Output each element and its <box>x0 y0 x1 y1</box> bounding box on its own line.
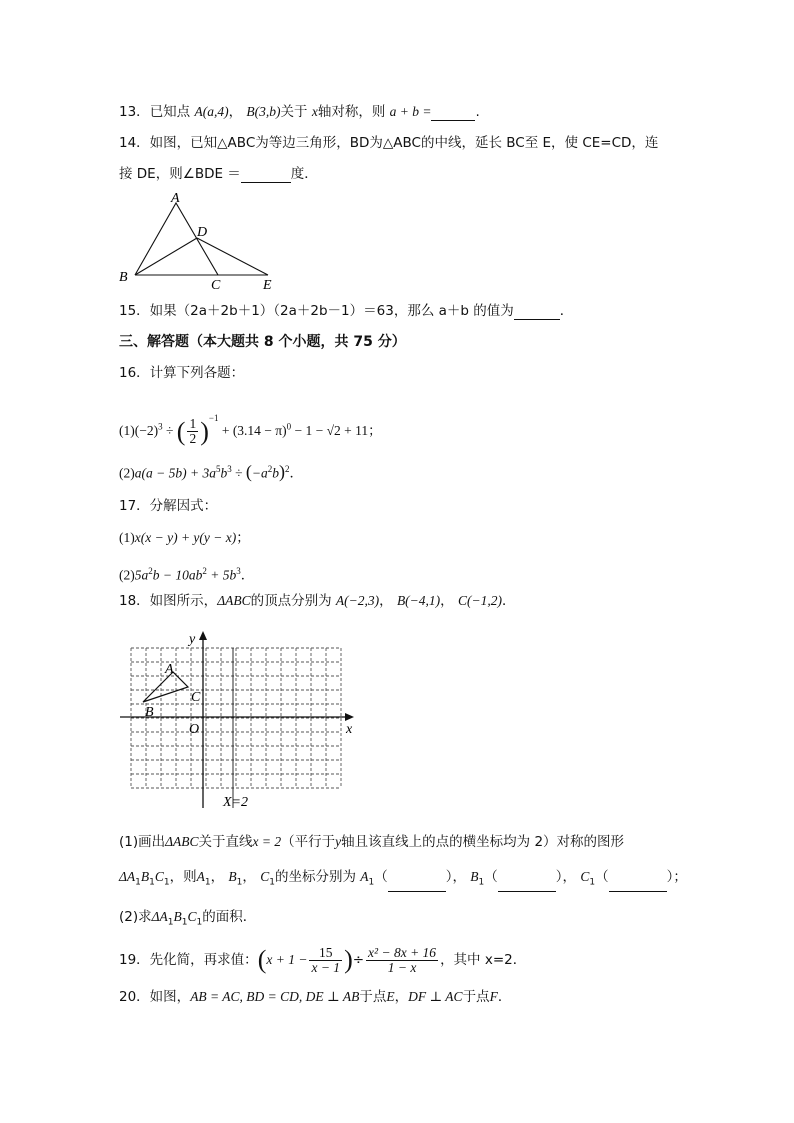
q16-p1-fraction <box>187 417 198 446</box>
q16-p2-inner: −a <box>251 465 268 481</box>
q18-tri: ΔABC <box>217 593 251 608</box>
q17-p2-e3: 3 <box>236 566 241 576</box>
q14-line2 <box>119 165 318 183</box>
q16-p1-label: (1) <box>119 423 135 438</box>
q16-title: 16．计算下列各题： <box>119 365 245 381</box>
label-e: E <box>263 278 272 292</box>
section-3-heading: 三、解答题（本大题共 8 个小题，共 75 分） <box>119 334 406 350</box>
q14-text: 接 DE，则∠BDE ＝ <box>119 166 241 182</box>
q20-cond2: DF ⊥ AC <box>408 989 463 1004</box>
q17-p1-label: (1) <box>119 530 135 545</box>
q19-d1: x − 1 <box>311 959 341 975</box>
q13-text3: 轴对称，则 <box>317 104 386 120</box>
q13-text: 已知点 <box>149 104 191 120</box>
q16-p1-d: + 11 <box>340 423 369 438</box>
q15-end: ． <box>559 303 574 319</box>
q18-p2-tri-b: B <box>173 909 182 924</box>
q20-end: ． <box>497 989 512 1005</box>
q18-point-a: A(−2,3) <box>335 593 380 608</box>
q18-c1-answer-blank[interactable] <box>609 877 667 892</box>
q14-unit: 度． <box>290 166 318 182</box>
q20-text2: 于点 <box>359 989 387 1005</box>
point-a-label: A <box>165 662 174 677</box>
q13-line <box>119 103 480 121</box>
q18-ans-end: ； <box>673 869 687 885</box>
q16-p1-end: ； <box>368 423 382 438</box>
q13-expr: a + b = <box>389 104 432 119</box>
q18-ans-c1-sub: 1 <box>589 877 596 888</box>
q13-point-b: B(3,b) <box>246 104 281 119</box>
q13-number: 13． <box>119 104 150 120</box>
q16-p1-paren-open: ( <box>176 416 186 446</box>
q18-p2-tri-c: C <box>187 909 197 924</box>
q18-b1-sub: 1 <box>236 877 243 888</box>
q18-ans-b1: B <box>470 869 479 884</box>
q16-p2-e4: 2 <box>285 464 290 474</box>
q14-answer-blank[interactable] <box>241 168 291 183</box>
q18-p1-sep1: ， <box>210 869 225 885</box>
q18-ans-c1-open: （ <box>595 869 609 885</box>
q18-p2-sub1: 1 <box>167 917 174 928</box>
q18-ans-c1: C <box>580 869 590 884</box>
q18-p2-tri-a: ΔA <box>151 909 168 924</box>
q16-p1-paren-close: ) <box>200 416 209 446</box>
point-b-label: B <box>145 705 154 720</box>
q18-b1: B <box>228 869 237 884</box>
q13-answer-blank[interactable] <box>431 106 475 121</box>
y-axis-arrow <box>199 631 207 640</box>
label-b: B <box>119 270 128 285</box>
q18-p2-text: (2)求 <box>119 909 152 925</box>
q18-p1-c: （平行于 <box>281 834 336 850</box>
q18-p1-then: ，则 <box>169 869 197 885</box>
q18-tri1-sub2: 1 <box>149 877 155 888</box>
q19-paren-open: ( <box>257 945 267 974</box>
q18-point-c: C(−1,2) <box>457 593 502 608</box>
x-axis-arrow <box>345 713 354 721</box>
q17-p1-expr: x(x − y) + y(y − x) <box>134 530 237 545</box>
q18-p1-tri: ΔABC <box>165 834 199 849</box>
q13-end: . <box>475 104 480 120</box>
q15-line <box>119 302 573 320</box>
q18-p1-eq: x = 2 <box>252 834 282 849</box>
q16-p2-paren-close: ) <box>279 461 286 482</box>
q17-p2-e1: 2 <box>148 566 153 576</box>
q18-b1-answer-blank[interactable] <box>498 877 556 892</box>
q16-p1-b: + (3.14 − π) <box>218 423 287 438</box>
q16-p1-num: 1 <box>189 416 197 432</box>
q16-p2-e1: 5 <box>215 464 221 474</box>
x-axis-label: x <box>346 722 353 737</box>
q18-sep2: ， <box>440 593 454 609</box>
q16-p1-sqrt: √2 <box>326 423 341 438</box>
q18-p2-end: 的面积． <box>202 909 257 925</box>
q20-point-e: E <box>386 989 395 1004</box>
q18-title <box>119 592 515 610</box>
q18-ans-b1-close: ） <box>555 869 563 885</box>
q18-end: ． <box>501 593 516 609</box>
q17-p2-end: ． <box>240 567 255 583</box>
q18-c1: C <box>260 869 270 884</box>
q17-p2-label: (2) <box>119 567 135 583</box>
q15-text: 15．如果（2a＋2b＋1）（2a＋2b－1）＝63，那么 a＋b 的值为 <box>119 303 514 319</box>
q14-triangle-figure <box>113 190 283 292</box>
q16-p2-t2: b <box>220 465 228 481</box>
q16-part1 <box>119 403 382 447</box>
q18-p1-d: 轴且该直线上的点的横坐标均为 2）对称的图形 <box>341 834 625 850</box>
label-c: C <box>211 278 221 292</box>
q17-p2-c: + 5b <box>206 567 237 583</box>
q19-div: ÷ <box>352 952 365 968</box>
q16-p2-t4: b <box>272 465 280 481</box>
q18-tri1-a: ΔA <box>119 869 136 884</box>
q17-part1 <box>119 529 250 547</box>
q18-sep1: ， <box>379 593 393 609</box>
q19-n1: 15 <box>309 946 342 961</box>
q18-tri1-c: C <box>154 869 164 884</box>
q18-ans-a1-open: （ <box>374 869 388 885</box>
q18-ans-b1-open: （ <box>484 869 498 885</box>
q18-ans-c1-close: ） <box>666 869 674 885</box>
q18-p1-coords-text: 的坐标分别为 <box>274 869 356 885</box>
q16-p1-a: (−2) <box>134 423 159 438</box>
q16-p2-e3: 2 <box>267 464 273 474</box>
q18-text2: 的顶点分别为 <box>250 593 332 609</box>
q13-point-a: A(a,4) <box>194 104 229 119</box>
q18-ans-b1-sub: 1 <box>478 877 485 888</box>
q16-part2 <box>119 458 303 485</box>
q16-p1-den: 2 <box>189 431 197 447</box>
label-d: D <box>197 225 208 240</box>
q18-part1-line2 <box>119 868 687 892</box>
q17-part2 <box>119 562 254 585</box>
q18-point-b: B(−4,1) <box>396 593 441 608</box>
q16-p2-t3: ÷ <box>231 465 246 481</box>
q18-ans-sep1: ， <box>452 869 466 885</box>
q18-text1: 18．如图所示， <box>119 593 218 609</box>
q17-p2-e2: 2 <box>202 566 207 576</box>
q16-p1-b-exp: 0 <box>286 421 292 432</box>
q17-title: 17．分解因式： <box>119 498 218 514</box>
q16-p1-a-exp: 3 <box>158 421 163 432</box>
q18-tri1-sub1: 1 <box>135 877 141 888</box>
point-c-label: C <box>191 690 201 705</box>
q18-p1-b: 关于直线 <box>198 834 253 850</box>
q16-p2-end: ． <box>289 465 304 481</box>
q18-part2 <box>119 908 256 932</box>
label-a: A <box>171 191 180 206</box>
q18-ans-sep2: ， <box>562 869 577 885</box>
q18-a1: A <box>196 869 205 884</box>
q18-p1-sep2: ， <box>242 869 256 885</box>
q18-c1-sub: 1 <box>269 877 275 888</box>
q18-a1-sub: 1 <box>204 877 211 888</box>
q19-n2: x² − 8x + 16 <box>368 944 437 960</box>
q16-p2-e2: 3 <box>227 464 232 474</box>
q18-ans-a1-close: ） <box>445 869 453 885</box>
q18-p1-a: (1)画出 <box>119 834 166 850</box>
q18-p2-sub3: 1 <box>196 917 203 928</box>
q18-p2-sub2: 1 <box>181 917 188 928</box>
q18-ans-a1-sub: 1 <box>368 877 375 888</box>
q15-answer-blank[interactable] <box>514 305 560 320</box>
q20-sep: ， <box>394 989 409 1005</box>
grid-lines <box>131 648 341 788</box>
q20-line <box>119 988 511 1006</box>
q13-axis: x <box>311 104 318 119</box>
q16-p1-exp: −1 <box>208 413 219 423</box>
q20-cond1: AB = AC, BD = CD, DE ⊥ AB <box>190 989 360 1004</box>
q18-p1-y: y <box>335 834 342 849</box>
q18-coordinate-grid <box>118 630 368 812</box>
q19-paren-close: ) <box>344 945 353 974</box>
q19-fraction1 <box>309 946 342 975</box>
q19-fraction2 <box>366 946 438 975</box>
q18-ans-a1: A <box>360 869 369 884</box>
q19-end: ，其中 x=2． <box>440 952 527 968</box>
q16-p1-c: − 1 − <box>291 423 327 438</box>
q13-text2: 关于 <box>280 104 308 120</box>
q20-text3: 于点 <box>462 989 490 1005</box>
q16-p2-label: (2) <box>119 465 135 481</box>
q17-p1-end: ； <box>236 530 250 545</box>
origin-label: O <box>189 722 200 737</box>
line-x2-label: X=2 <box>223 795 248 810</box>
q19-text: 19．先化简，再求值： <box>119 952 258 968</box>
q20-point-f: F <box>489 989 498 1004</box>
q14-line1: 14．如图，已知△ABC为等边三角形，BD为△ABC的中线，延长 BC至 E，使 CE=CD，连 <box>119 135 659 151</box>
q16-p2-text: a(a − 5b) + 3a <box>134 465 216 481</box>
q20-text: 20．如图， <box>119 989 191 1005</box>
q19-t1: x + 1 − <box>266 952 308 967</box>
axes <box>120 631 354 808</box>
q18-tri1-sub3: 1 <box>163 877 170 888</box>
q17-p2-a: 5a <box>134 567 149 583</box>
q18-tri1-b: B <box>140 869 150 884</box>
q18-part1-line1 <box>119 833 624 851</box>
q16-p1-div: ÷ <box>162 423 177 438</box>
q19-d2: 1 − x <box>387 959 417 975</box>
y-axis-label: y <box>189 632 196 647</box>
q19-line <box>119 942 526 978</box>
q18-a1-answer-blank[interactable] <box>388 877 446 892</box>
q13-sep: ， <box>228 104 243 120</box>
median-bd <box>135 238 197 275</box>
q17-p2-b: b − 10ab <box>152 567 203 583</box>
q16-p2-paren-open: ( <box>245 461 252 482</box>
